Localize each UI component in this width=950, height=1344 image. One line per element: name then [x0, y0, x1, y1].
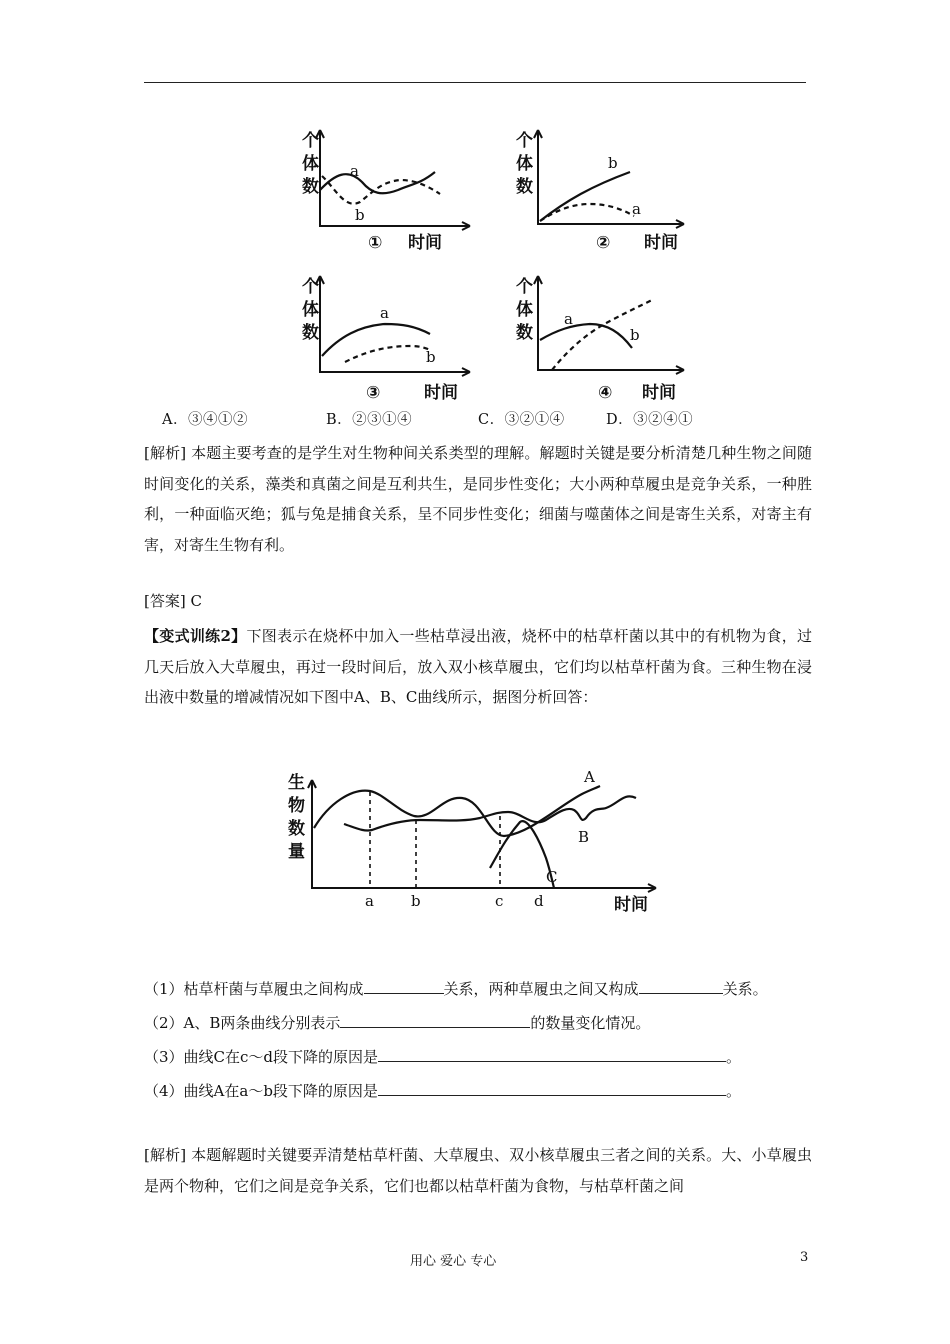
option-c: C．③②①④: [478, 412, 565, 428]
option-a: A．③④①②: [162, 412, 248, 428]
axis-arrows: [534, 276, 684, 374]
label-b: b: [630, 326, 640, 344]
question-3: [144, 1046, 741, 1067]
curve-a: [320, 172, 435, 193]
y-label-char: 数: [516, 323, 533, 343]
q1-text-a: （1）枯草杆菌与草履虫之间构成: [144, 980, 364, 998]
panel-2: [516, 130, 684, 253]
y-label-char: 体: [302, 154, 319, 174]
exercise-paragraph: [144, 621, 812, 713]
axis-arrows: [534, 130, 684, 228]
y-label-char: 个: [302, 277, 319, 297]
tick-a: a: [365, 892, 374, 910]
exercise-tag: 【变式训练2】: [144, 627, 247, 645]
population-chart: [284, 758, 664, 916]
tick-c: c: [495, 892, 504, 910]
y-label-char: 体: [516, 154, 533, 174]
y-label-char: 物: [288, 796, 305, 816]
panel-4: [516, 276, 684, 403]
y-label-char: 数: [516, 177, 533, 197]
question-2: [144, 1012, 650, 1033]
q4-text-a: （4）曲线A在a～b段下降的原因是: [144, 1082, 378, 1100]
curve-a: [540, 204, 634, 221]
analysis-2: [解析] 本题解题时关键要弄清楚枯草杆菌、大草履虫、双小核草履虫三者之间的关系。大、小草履虫是两个物种，它们之间是竞争关系，它们也都以枯草杆菌为食物，与枯草杆菌之间: [144, 1146, 812, 1195]
q1-blank-2[interactable]: [639, 978, 723, 994]
y-label-char: 数: [288, 819, 305, 839]
q1-blank-1[interactable]: [364, 978, 444, 994]
relationship-figure: [290, 124, 690, 403]
relationship-figure-svg: [290, 124, 690, 403]
axes: [312, 780, 656, 888]
label-b: b: [355, 206, 365, 224]
q1-text-b: 关系，两种草履虫之间又构成: [443, 980, 639, 998]
answer-line: [答案] C: [144, 592, 202, 610]
axes: [320, 130, 470, 226]
axis-arrows: [316, 276, 470, 376]
q3-text-a: （3）曲线C在c～d段下降的原因是: [144, 1048, 379, 1066]
header-rule: [144, 82, 806, 83]
axis-arrows: [316, 130, 470, 230]
q1-text-c: 关系。: [722, 980, 768, 998]
page-number: 3: [800, 1250, 809, 1265]
x-label: 时间: [614, 895, 648, 915]
q3-text-b: 。: [726, 1048, 742, 1066]
panel-number: ①: [368, 233, 383, 253]
y-label-char: 个: [516, 277, 533, 297]
exercise-text: 下图表示在烧杯中加入一些枯草浸出液，烧杯中的枯草杆菌以其中的有机物为食，过几天后放入大草履虫，再过一段时间后，放入双小核草履虫，它们均以枯草杆菌为食。三种生物在浸出液中数量的增减情况如下图中A、B、C曲线所示，据图分析回答：: [144, 627, 812, 706]
axis-arrows: [308, 780, 656, 892]
label-a: a: [564, 310, 573, 328]
y-label-char: 数: [302, 323, 319, 343]
q2-blank[interactable]: [340, 1012, 530, 1028]
tick-d: d: [534, 892, 544, 910]
label-b: b: [426, 348, 436, 366]
curve-label-B: B: [578, 828, 590, 846]
y-label-char: 数: [302, 177, 319, 197]
tick-b: b: [411, 892, 421, 910]
question-1: [144, 978, 768, 999]
y-label-char: 个: [516, 131, 533, 151]
y-label-char: 体: [516, 300, 533, 320]
q2-text-a: （2）A、B两条曲线分别表示: [144, 1014, 341, 1032]
q4-text-b: 。: [725, 1082, 741, 1100]
option-d: D．③②④①: [606, 412, 694, 428]
panel-1: [302, 130, 470, 253]
label-b: b: [608, 154, 618, 172]
q2-text-b: 的数量变化情况。: [530, 1014, 651, 1032]
x-label: 时间: [408, 233, 442, 253]
y-label-char: 量: [288, 842, 305, 862]
footer-motto: 用心 爱心 专心: [410, 1254, 497, 1269]
panel-number: ③: [366, 383, 381, 403]
panel-number: ④: [598, 383, 613, 403]
x-label: 时间: [424, 383, 458, 403]
curve-label-C: C: [546, 868, 558, 886]
panel-number: ②: [596, 233, 611, 253]
curve-b: [540, 172, 630, 221]
y-label-char: 体: [302, 300, 319, 320]
y-label-char: 生: [288, 773, 305, 793]
y-label-char: 个: [302, 131, 319, 151]
panel-3: [302, 276, 470, 403]
label-a: a: [632, 200, 641, 218]
q3-blank[interactable]: [378, 1046, 726, 1062]
label-a: a: [350, 162, 359, 180]
label-a: a: [380, 304, 389, 322]
question-4: [144, 1080, 741, 1101]
q4-blank[interactable]: [378, 1080, 726, 1096]
option-b: B．②③①④: [326, 412, 413, 428]
population-chart-svg: [284, 758, 664, 916]
curve-label-A: A: [584, 768, 595, 786]
curve-b: [345, 346, 430, 362]
curve-a: [322, 324, 430, 356]
axes: [538, 276, 684, 370]
x-label: 时间: [644, 233, 678, 253]
x-label: 时间: [642, 383, 676, 403]
analysis-1: [解析] 本题主要考查的是学生对生物种间关系类型的理解。解题时关键是要分析清楚几种生物之间随时间变化的关系，藻类和真菌之间是互利共生，是同步性变化；大小两种草履虫是竞争关系，一种胜利，一种面临灭绝；狐与兔是捕食关系，呈不同步性变化；细菌与噬菌体之间是寄生关系，对寄主有害，对寄生生物有利。: [144, 444, 812, 554]
